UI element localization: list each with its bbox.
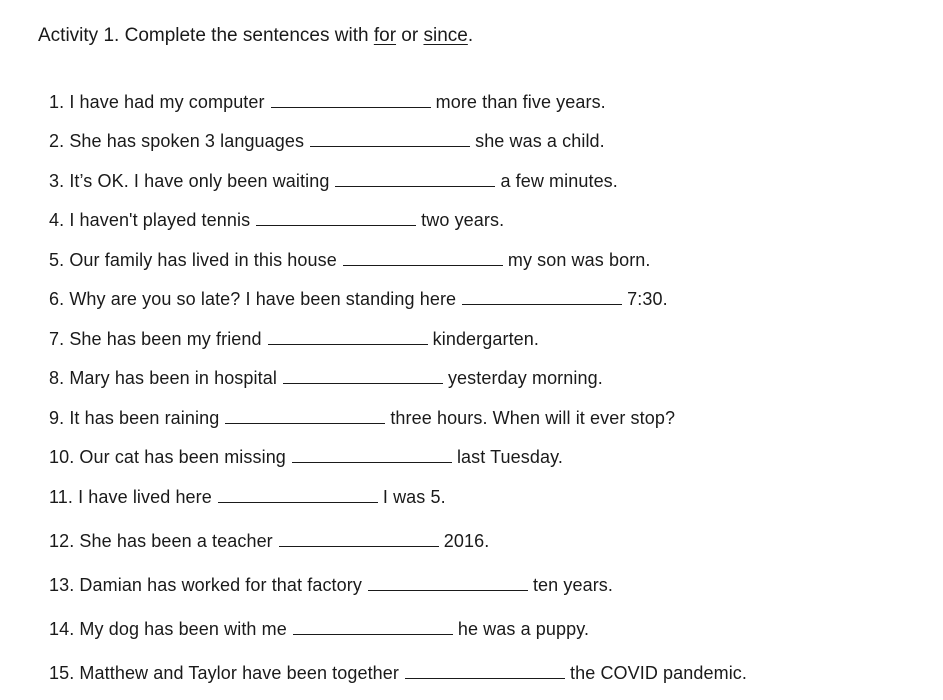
- sentence-9: [49, 407, 675, 429]
- sentence-start: 6. Why are you so late? I have been standing here: [49, 289, 457, 309]
- answer-blank[interactable]: [283, 369, 443, 384]
- sentence-start: 13. Damian has worked for that factory: [49, 575, 362, 595]
- sentence-start: 8. Mary has been in hospital: [49, 368, 277, 388]
- sentence-11: [49, 486, 446, 508]
- sentence-start: 3. It’s OK. I have only been waiting: [49, 171, 330, 191]
- activity-number: Activity 1.: [38, 25, 120, 46]
- word-since: since: [423, 25, 468, 46]
- sentence-2: [49, 130, 605, 152]
- sentence-end: more than five years.: [435, 92, 606, 112]
- answer-blank[interactable]: [292, 448, 452, 463]
- sentence-end: I was 5.: [382, 487, 446, 507]
- answer-blank[interactable]: [462, 290, 622, 305]
- sentence-end: 2016.: [443, 531, 490, 551]
- sentence-end: ten years.: [532, 575, 613, 595]
- sentence-4: [49, 209, 504, 231]
- answer-blank[interactable]: [335, 172, 495, 187]
- sentence-10: [49, 446, 563, 468]
- sentence-start: 7. She has been my friend: [49, 329, 262, 349]
- sentence-end: three hours. When will it ever stop?: [390, 408, 676, 428]
- answer-blank[interactable]: [268, 330, 428, 345]
- answer-blank[interactable]: [256, 211, 416, 226]
- activity-title: [38, 24, 473, 48]
- sentence-start: 5. Our family has lived in this house: [49, 250, 337, 270]
- sentence-end: kindergarten.: [432, 329, 540, 349]
- sentence-start: 9. It has been raining: [49, 408, 220, 428]
- sentence-7: [49, 328, 539, 350]
- sentence-13: [49, 574, 613, 596]
- word-or: or: [396, 25, 424, 46]
- sentence-end: two years.: [421, 210, 505, 230]
- sentence-start: 1. I have had my computer: [49, 92, 265, 112]
- answer-blank[interactable]: [310, 132, 470, 147]
- sentence-start: 4. I haven't played tennis: [49, 210, 251, 230]
- answer-blank[interactable]: [218, 488, 378, 503]
- sentence-end: my son was born.: [507, 250, 651, 270]
- answer-blank[interactable]: [293, 620, 453, 635]
- sentence-start: 2. She has spoken 3 languages: [49, 131, 305, 151]
- answer-blank[interactable]: [225, 409, 385, 424]
- sentence-8: [49, 367, 603, 389]
- sentence-end: he was a puppy.: [457, 619, 590, 639]
- sentence-3: [49, 170, 618, 192]
- sentence-15: [49, 662, 747, 684]
- word-for: for: [373, 25, 397, 46]
- sentence-start: 14. My dog has been with me: [49, 619, 287, 639]
- sentence-end: last Tuesday.: [456, 447, 563, 467]
- sentence-end: yesterday morning.: [447, 368, 603, 388]
- answer-blank[interactable]: [271, 93, 431, 108]
- answer-blank[interactable]: [368, 576, 528, 591]
- sentence-end: a few minutes.: [500, 171, 618, 191]
- sentence-end: 7:30.: [627, 289, 668, 309]
- instruction-end: .: [467, 25, 474, 46]
- sentence-start: 15. Matthew and Taylor have been together: [49, 663, 400, 683]
- activity-instruction: Complete the sentences with: [119, 25, 374, 46]
- sentence-start: 12. She has been a teacher: [49, 531, 273, 551]
- sentence-start: 10. Our cat has been missing: [49, 447, 286, 467]
- sentence-1: [49, 91, 606, 113]
- answer-blank[interactable]: [405, 664, 565, 679]
- answer-blank[interactable]: [279, 532, 439, 547]
- answer-blank[interactable]: [343, 251, 503, 266]
- sentence-end: she was a child.: [475, 131, 605, 151]
- sentence-end: the COVID pandemic.: [570, 663, 747, 683]
- sentence-5: [49, 249, 651, 271]
- sentence-12: [49, 530, 489, 552]
- sentence-6: [49, 288, 668, 310]
- sentence-start: 11. I have lived here: [49, 487, 212, 507]
- sentence-14: [49, 618, 589, 640]
